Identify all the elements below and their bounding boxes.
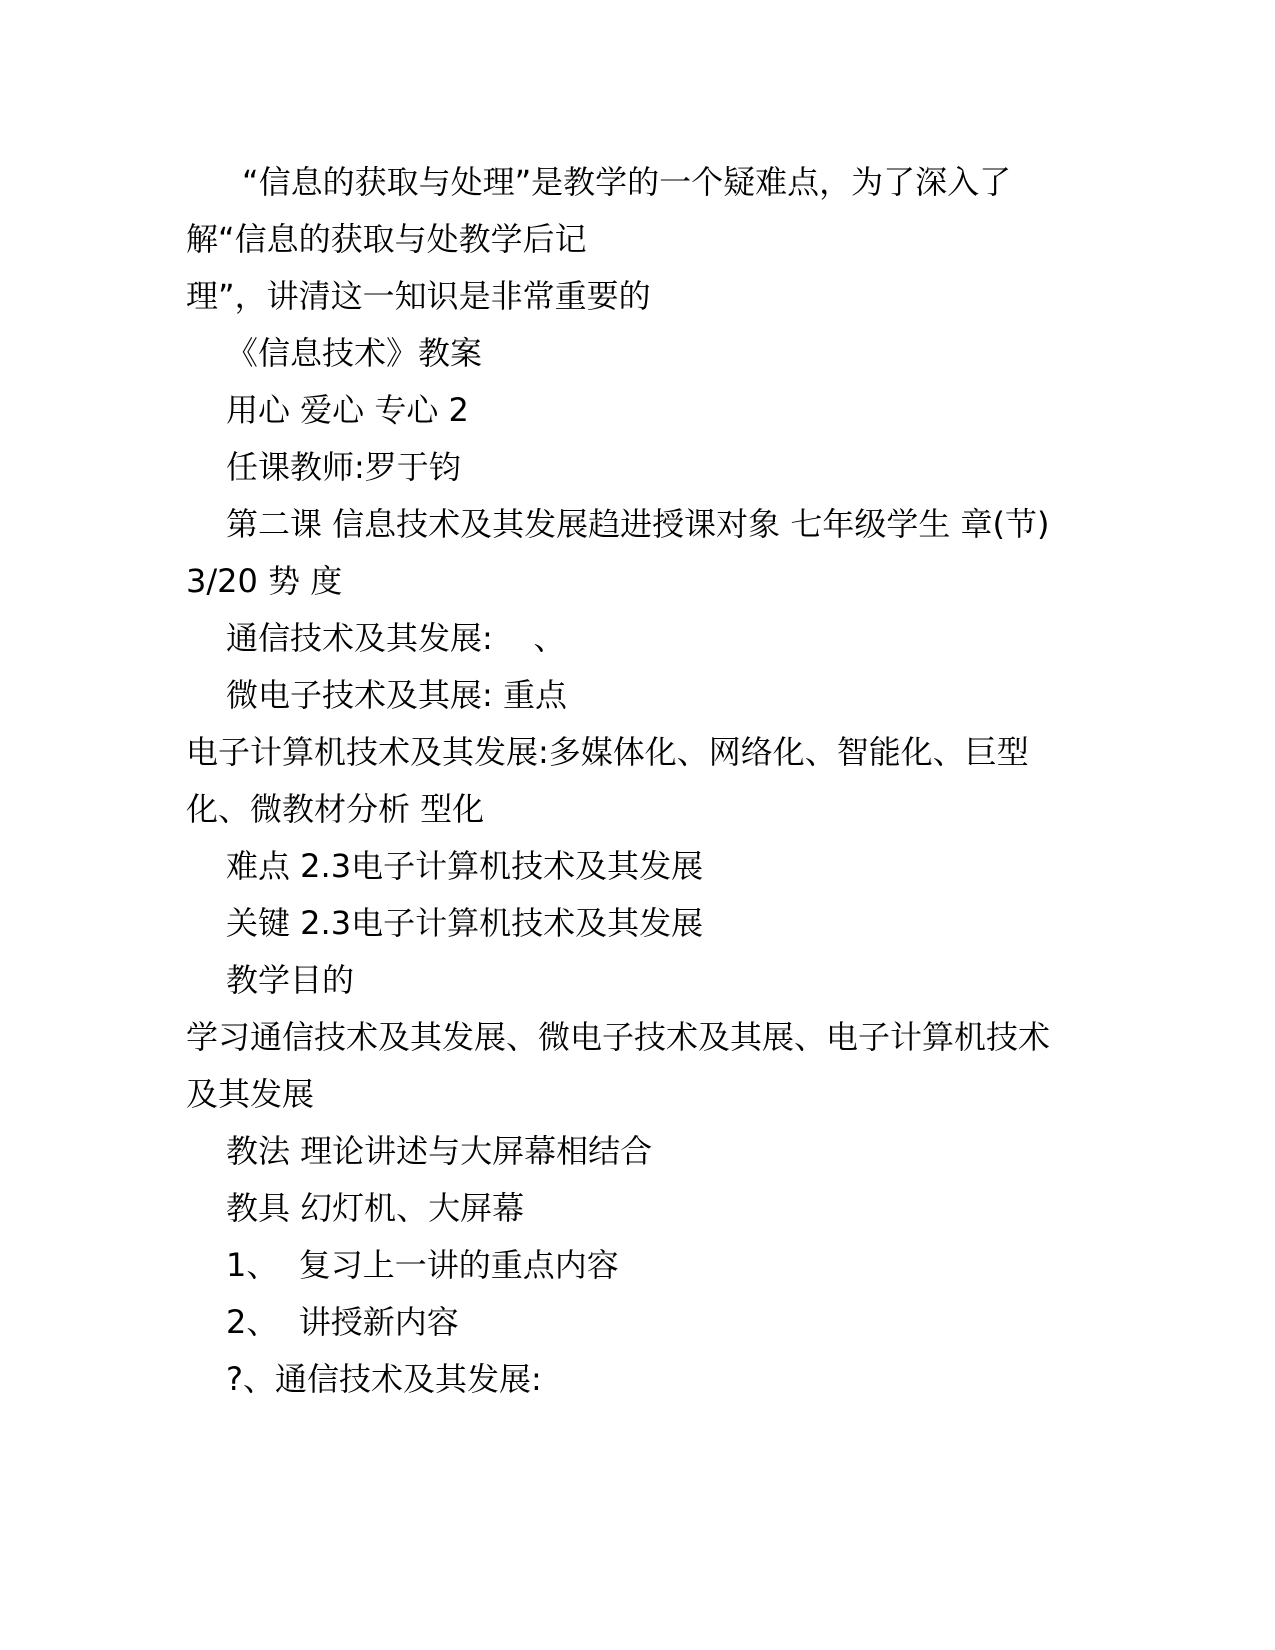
- text-line: 用心 爱心 专心 2: [226, 391, 469, 429]
- text-line: 关键 2.3电子计算机技术及其发展: [226, 904, 704, 942]
- text-line: 学习通信技术及其发展、微电子技术及其展、电子计算机技术: [186, 1018, 1051, 1056]
- text-line: 通信技术及其发展: 、: [226, 619, 566, 657]
- text-line: 解“信息的获取与处教学后记: [186, 220, 587, 258]
- text-line: 1、 复习上一讲的重点内容: [226, 1246, 619, 1284]
- text-line: 2、 讲授新内容: [226, 1303, 459, 1341]
- text-line: 化、微教材分析 型化: [186, 790, 485, 828]
- text-line: “信息的获取与处理”是教学的一个疑难点，为了深入了: [242, 163, 1012, 201]
- text-line: 教学目的: [226, 961, 355, 999]
- text-line: 3/20 势 度: [186, 562, 343, 600]
- text-line: 理”，讲清这一知识是非常重要的: [186, 277, 651, 315]
- text-line: 微电子技术及其展: 重点: [226, 676, 567, 714]
- text-line: 第二课 信息技术及其发展趋进授课对象 七年级学生 章(节): [226, 505, 1050, 543]
- text-line: 教具 幻灯机、大屏幕: [226, 1189, 525, 1227]
- text-line: 任课教师:罗于钧: [226, 448, 461, 486]
- text-line: 电子计算机技术及其发展:多媒体化、网络化、智能化、巨型: [186, 733, 1029, 771]
- text-line: 及其发展: [186, 1075, 315, 1113]
- document-body: [186, 154, 1086, 1408]
- text-line: 教法 理论讲述与大屏幕相结合: [226, 1132, 653, 1170]
- text-line: ?、通信技术及其发展:: [226, 1360, 542, 1398]
- text-line: 《信息技术》教案: [226, 334, 483, 372]
- text-line: 难点 2.3电子计算机技术及其发展: [226, 847, 704, 885]
